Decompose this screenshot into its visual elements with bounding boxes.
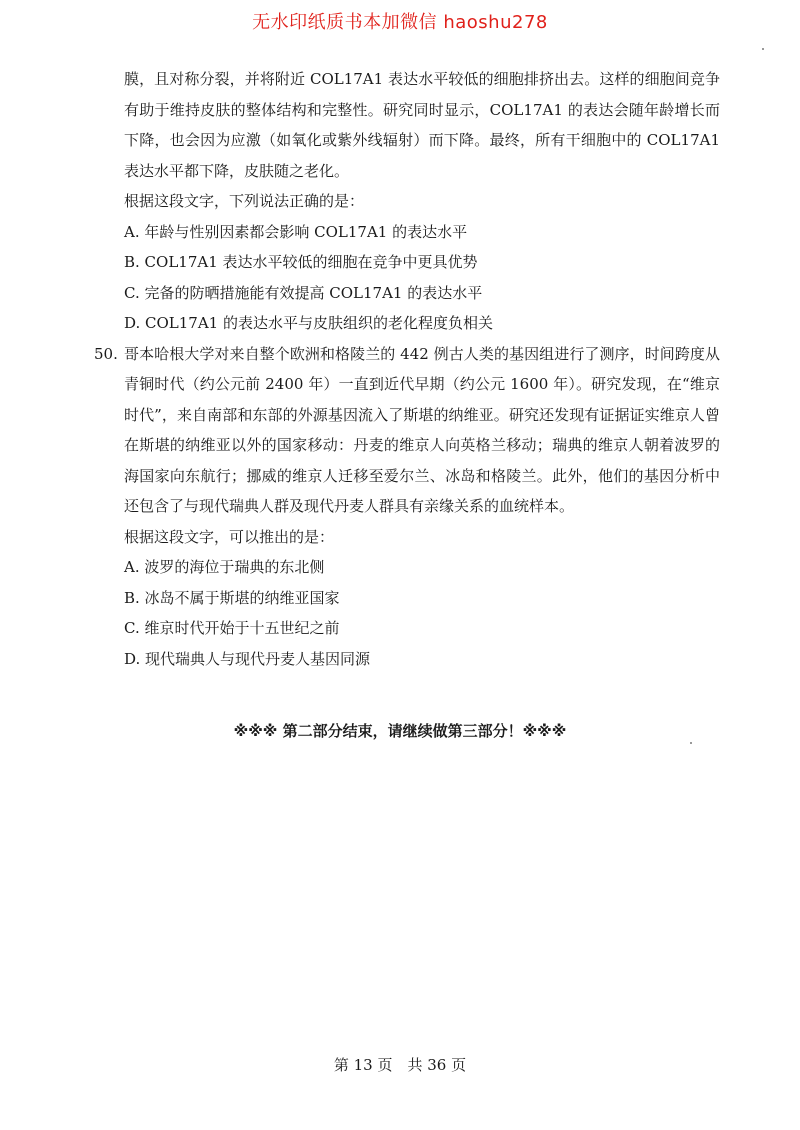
watermark-text: 无水印纸质书本加微信 haoshu278: [252, 12, 548, 33]
q49-option-d: D. COL17A1 的表达水平与皮肤组织的老化程度负相关: [124, 314, 493, 332]
q50-stem: 根据这段文字，可以推出的是：: [124, 527, 335, 546]
q49-option-b: B. COL17A1 表达水平较低的细胞在竞争中更具优势: [124, 253, 478, 271]
q50-passage: 哥本哈根大学对来自整个欧洲和格陵兰的 442 例古人类的基因组进行了测序，时间跨度从青铜时代（约公元前 2400 年）一直到近代早期（约公元 1600 年）。研究发现，在“维京时代”，来自南部和东部的外源基因流入了斯堪的纳维亚。研究还发现有证据证实维京人曾在斯堪的纳维亚以外的国家移动：丹麦的维京人向英格兰移动；瑞典的维京人朝着波罗的海国家向东航行；挪威的维京人迁移至爱尔兰、冰岛和格陵兰。此外，他们的基因分析中还包含了与现代瑞典人群及现代丹麦人群具有亲缘关系的血统样本。: [124, 344, 720, 515]
q49-stem: 根据这段文字，下列说法正确的是：: [124, 192, 365, 210]
page-footer: 第 13 页 共 36 页: [333, 1056, 467, 1074]
q49-passage: 膜，且对称分裂，并将附近 COL17A1 表达水平较低的细胞排挤出去。这样的细胞间竞争有助于维持皮肤的整体结构和完整性。研究同时显示，COL17A1 的表达会随年龄增长而下降，也会因为应激（如氧化或紫外线辐射）而下降。最终，所有干细胞中的 COL17A1 表达水平都下降，皮肤随之老化。: [124, 70, 720, 180]
q50-option-a: A. 波罗的海位于瑞典的东北侧: [124, 558, 325, 576]
q49-option-c: C. 完备的防晒措施能有效提高 COL17A1 的表达水平: [124, 283, 483, 302]
q50-option-c: C. 维京时代开始于十五世纪之前: [124, 619, 340, 637]
scan-speck: [690, 742, 692, 744]
page-content: [94, 64, 720, 674]
q50-option-b: B. 冰岛不属于斯堪的纳维亚国家: [124, 588, 340, 607]
q50-number: 50.: [94, 344, 118, 363]
q49-option-a: A. 年龄与性别因素都会影响 COL17A1 的表达水平: [124, 222, 468, 241]
q50-block: [94, 339, 720, 522]
scan-speck: [762, 48, 764, 50]
q50-option-d: D. 现代瑞典人与现代丹麦人基因同源: [124, 649, 371, 668]
section-end-banner: ※※※ 第二部分结束，请继续做第三部分！※※※: [233, 722, 567, 740]
